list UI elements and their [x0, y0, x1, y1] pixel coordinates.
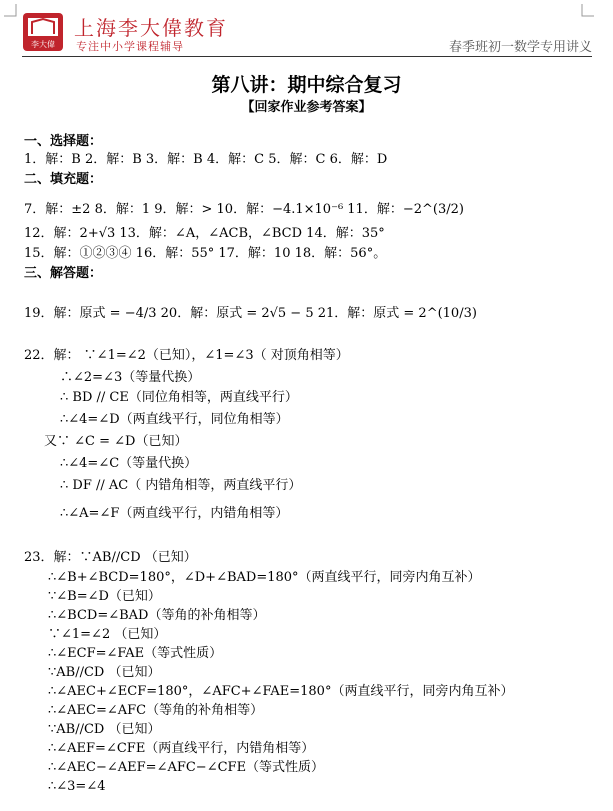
answer-line: 23．解：∵AB//CD （已知） [24, 550, 197, 565]
answer-line: 三、解答题： [24, 266, 103, 281]
brand-slogan: 专注中小学课程辅导 [76, 40, 184, 53]
course-name: 春季班初一数学专用讲义 [448, 40, 592, 55]
page-subtitle: 【回家作业参考答案】 [241, 100, 372, 115]
answer-line: ∴∠AEC+∠ECF=180°，∠AFC+∠FAE=180°（两直线平行，同旁内角互补） [48, 684, 514, 699]
answer-line: ∴∠4=∠C（等量代换） [60, 456, 198, 471]
page-header [22, 10, 592, 57]
answer-line: 1．解：B 2．解：B 3．解：B 4．解：C 5．解：C 6．解：D [24, 152, 388, 167]
answer-line: ∵AB//CD （已知） [48, 722, 161, 737]
answer-line: ∵∠B=∠D（已知） [48, 589, 161, 604]
page-title: 第八讲：期中综合复习 [211, 74, 402, 96]
answer-line: 19．解：原式 = −4/3 20．解：原式 = 2√5 − 5 21．解：原式 = 2^(10/3) [24, 306, 477, 321]
answer-line: 一、选择题： [24, 134, 103, 149]
brand-name: 上海李大偉教育 [74, 16, 228, 40]
answer-line: ∴∠BCD=∠BAD（等角的补角相等） [48, 608, 266, 623]
answer-line: 二、填充题： [24, 172, 103, 187]
answer-line: ∴∠2=∠3（等量代换） [60, 370, 201, 385]
answer-line: ∴∠AEC=∠AFC（等角的补角相等） [48, 703, 264, 718]
answer-line: ∴ BD // CE（同位角相等，两直线平行） [60, 390, 298, 405]
corner-mark-icon [580, 4, 594, 18]
answer-line: 12．解：2+√3 13．解：∠A，∠ACB，∠BCD 14．解：35° [24, 226, 385, 241]
answer-line: ∴∠3=∠4 [48, 779, 106, 794]
answer-line: ∴∠4=∠D（两直线平行，同位角相等） [60, 412, 289, 427]
answer-line: 15．解：①②③④ 16．解：55° 17．解：10 18．解：56°。 [24, 246, 387, 261]
corner-mark-icon [4, 4, 18, 18]
answer-line: ∴ DF // AC（ 内错角相等，两直线平行） [60, 478, 302, 493]
answer-line: ∴∠ECF=∠FAE（等式性质） [48, 646, 223, 661]
logo-icon [22, 12, 64, 52]
answer-line: ∴∠AEC−∠AEF=∠AFC−∠CFE（等式性质） [48, 760, 325, 775]
answer-line: ∴∠AEF=∠CFE（两直线平行，内错角相等） [48, 741, 315, 756]
answer-line: ∴∠A=∠F（两直线平行，内错角相等） [60, 506, 289, 521]
answer-line: 又∵ ∠C = ∠D（已知） [44, 434, 188, 449]
answer-line: 22．解： ∵∠1=∠2（已知），∠1=∠3（ 对顶角相等） [24, 348, 349, 363]
answer-line: ∵AB//CD （已知） [48, 665, 161, 680]
answer-line: 7．解：±2 8．解：1 9．解：> 10．解：−4.1×10⁻⁶ 11．解：−2^(3/2) [24, 202, 464, 217]
answer-line: ∴∠B+∠BCD=180°，∠D+∠BAD=180°（两直线平行，同旁内角互补） [48, 570, 481, 585]
answer-line: ∵∠1=∠2 （已知） [48, 627, 167, 642]
logo-text: 李大偉 [31, 40, 55, 49]
